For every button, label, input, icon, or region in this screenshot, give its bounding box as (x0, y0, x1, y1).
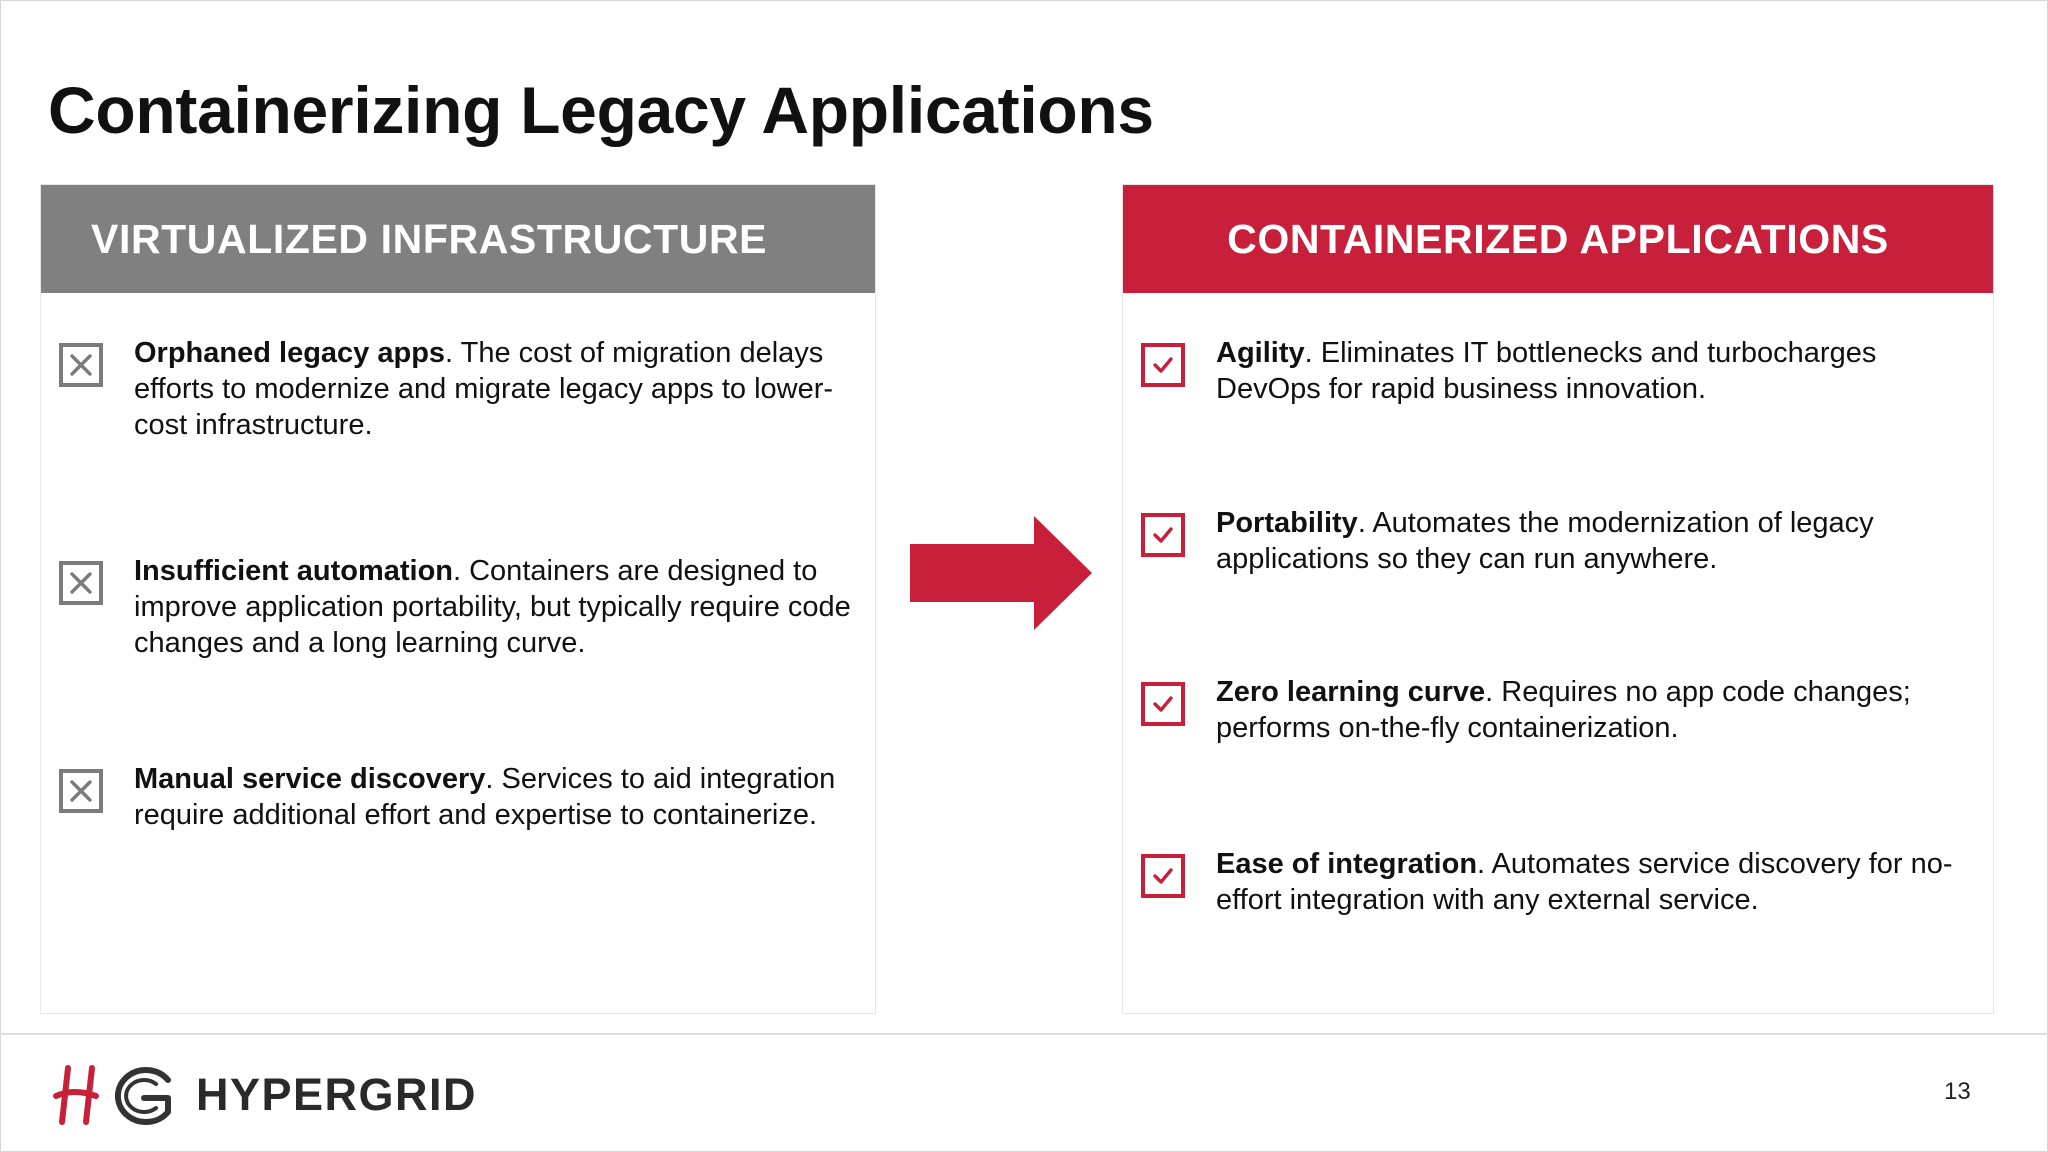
logo-wordmark: HYPERGRID (196, 1069, 478, 1120)
list-item-title: Insufficient automation (134, 555, 453, 587)
list-item-description: . Automates the modernization of legacy applications so they can run anywhere. (1216, 507, 1874, 575)
list-item (59, 553, 859, 661)
list-item (59, 761, 859, 833)
right-arrow-icon (910, 516, 1094, 630)
check-box-icon (1141, 513, 1185, 557)
list-item (1141, 335, 1981, 407)
list-item-description: . The cost of migration delays efforts to modernize and migrate legacy apps to lower-cost infrastructure. (134, 337, 834, 441)
virtualized-infrastructure-panel (40, 184, 876, 1014)
list-item-title: Portability (1216, 507, 1358, 539)
footer-divider (0, 1033, 2048, 1035)
list-item-title: Agility (1216, 337, 1305, 369)
list-item-description: . Containers are designed to improve application portability, but typically require code changes and a long learning curve. (134, 555, 851, 659)
check-box-icon (1141, 343, 1185, 387)
page-number: 13 (1944, 1078, 1971, 1105)
list-item-text (134, 335, 859, 443)
list-item (1141, 674, 1981, 746)
list-item-description: . Automates service discovery for no-effort integration with any external service. (1216, 848, 1953, 916)
list-item-title: Zero learning curve (1216, 676, 1486, 708)
hypergrid-logo-icon (52, 1062, 178, 1128)
panel-header-containerized: CONTAINERIZED APPLICATIONS (1123, 185, 1993, 293)
list-item-text (1216, 846, 1981, 918)
check-box-icon (1141, 854, 1185, 898)
list-item-text (1216, 674, 1981, 746)
list-item-description: . Eliminates IT bottlenecks and turbocharges DevOps for rapid business innovation. (1216, 337, 1877, 405)
check-box-icon (1141, 682, 1185, 726)
list-item (1141, 846, 1981, 918)
list-item-title: Ease of integration (1216, 848, 1478, 880)
slide-title: Containerizing Legacy Applications (48, 73, 1154, 147)
list-item (1141, 505, 1981, 577)
list-item-text (1216, 335, 1981, 407)
list-item-title: Orphaned legacy apps (134, 337, 446, 369)
list-item-title: Manual service discovery (134, 763, 486, 795)
x-box-icon (59, 769, 103, 813)
list-item-text (134, 761, 859, 833)
list-item-description: . Services to aid integration require additional effort and expertise to containerize. (134, 763, 836, 831)
x-box-icon (59, 343, 103, 387)
list-item-text (134, 553, 859, 661)
list-item (59, 335, 859, 443)
panel-header-virtualized: VIRTUALIZED INFRASTRUCTURE (41, 185, 875, 293)
list-item-description: . Requires no app code changes; performs on-the-fly containerization. (1216, 676, 1911, 744)
containerized-applications-panel (1122, 184, 1994, 1014)
x-box-icon (59, 561, 103, 605)
list-item-text (1216, 505, 1981, 577)
hypergrid-logo (52, 1062, 477, 1128)
